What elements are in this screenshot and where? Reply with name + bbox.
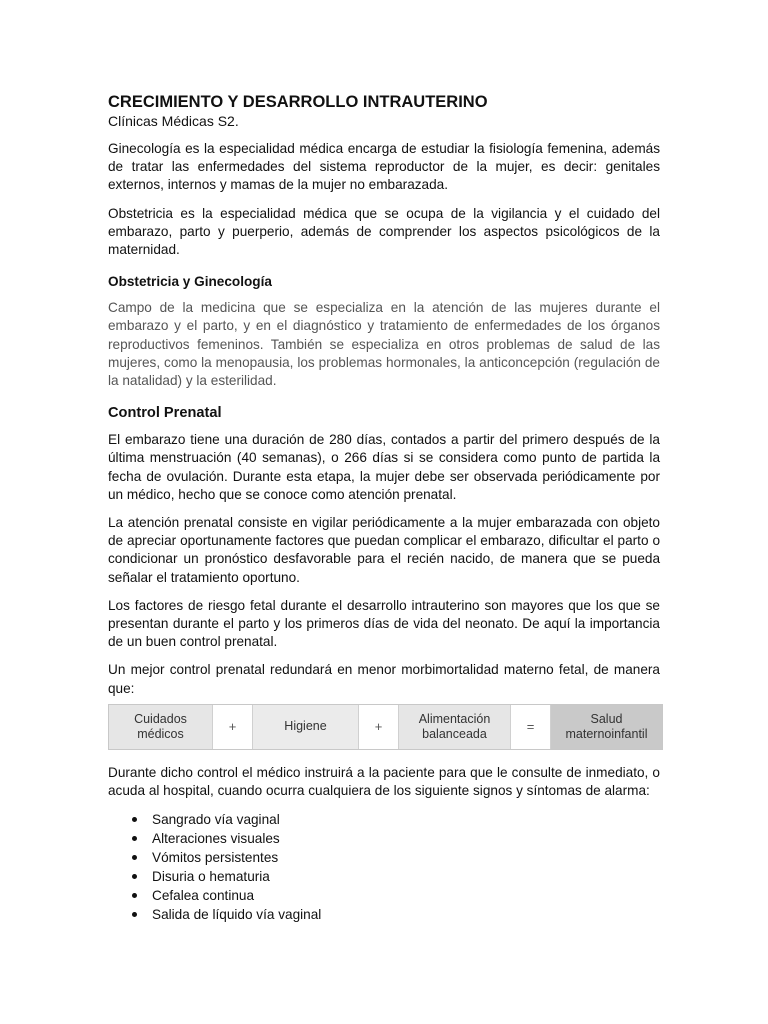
paragraph-duracion-embarazo: El embarazo tiene una duración de 280 días, contados a partir del primero después de la última menstruación (40 semanas), o 266 días si se considera como punto de partida la fecha de ovulación. Durante esta etapa, la mujer debe ser observada periódicamente por un médico, hecho que se conoce como atención prenatal.	[108, 432, 660, 502]
formula-term-alimentacion: Alimentación balanceada	[399, 705, 511, 749]
formula-equals-operator: =	[511, 705, 551, 749]
paragraph-ginecologia: Ginecología es la especialidad médica encarga de estudiar la fisiología femenina, además de tratar las enfermedades del sistema reproductor de la mujer, es decir: genitales externos, internos y mamas de la mujer no embarazada.	[108, 141, 660, 193]
formula-term-higiene: Higiene	[253, 705, 359, 749]
list-item: Sangrado vía vaginal	[152, 810, 660, 829]
formula-plus-operator: +	[213, 705, 253, 749]
page-title: CRECIMIENTO Y DESARROLLO INTRAUTERINO	[108, 93, 488, 111]
page-subtitle: Clínicas Médicas S2.	[108, 113, 239, 129]
paragraph-atencion-prenatal: La atención prenatal consiste en vigilar periódicamente a la mujer embarazada con objeto de apreciar oportunamente factores que puedan complicar el embarazo, dificultar el parto o condicionar un pronóstico desfavorable para el recién nacido, de manera que se pueda señalar el tratamiento oportuno.	[108, 515, 660, 585]
paragraph-obstetricia: Obstetricia es la especialidad médica que se ocupa de la vigilancia y el cuidado del embarazo, parto y puerperio, además de comprender los aspectos psicológicos de la maternidad.	[108, 205, 660, 258]
list-item: Alteraciones visuales	[152, 829, 660, 848]
heading-obstetricia-ginecologia: Obstetricia y Ginecología	[108, 274, 272, 290]
list-item: Disuria o hematuria	[152, 867, 660, 886]
health-formula-table	[108, 704, 663, 750]
list-item: Cefalea continua	[152, 886, 660, 905]
alarm-signs-list	[108, 810, 660, 924]
paragraph-campo-medicina: Campo de la medicina que se especializa en la atención de las mujeres durante el embarazo y el parto, y en el diagnóstico y tratamiento de enfermedades de los órganos reproductivos femeninos. También se especializa en otros problemas de salud de las mujeres, como la menopausia, los problemas hormonales, la anticoncepción (regulación de la natalidad) y la esterilidad.	[108, 300, 660, 389]
paragraph-mejor-control: Un mejor control prenatal redundará en menor morbimortalidad materno fetal, de manera que:	[108, 662, 660, 696]
list-item: Vómitos persistentes	[152, 848, 660, 867]
paragraph-signos-alarma: Durante dicho control el médico instruirá a la paciente para que le consulte de inmediato, o acuda al hospital, cuando ocurra cualquiera de los siguiente signos y síntomas de alarma:	[108, 764, 660, 799]
list-item: Salida de líquido vía vaginal	[152, 905, 660, 924]
heading-control-prenatal: Control Prenatal	[108, 405, 222, 422]
paragraph-factores-riesgo: Los factores de riesgo fetal durante el desarrollo intrauterino son mayores que los que se presentan durante el parto y los primeros días de vida del neonato. De aquí la importancia de un buen control prenatal.	[108, 597, 660, 650]
formula-term-cuidados: Cuidados médicos	[109, 705, 213, 749]
formula-plus-operator: +	[359, 705, 399, 749]
formula-result-salud: Salud maternoinfantil	[551, 705, 662, 749]
